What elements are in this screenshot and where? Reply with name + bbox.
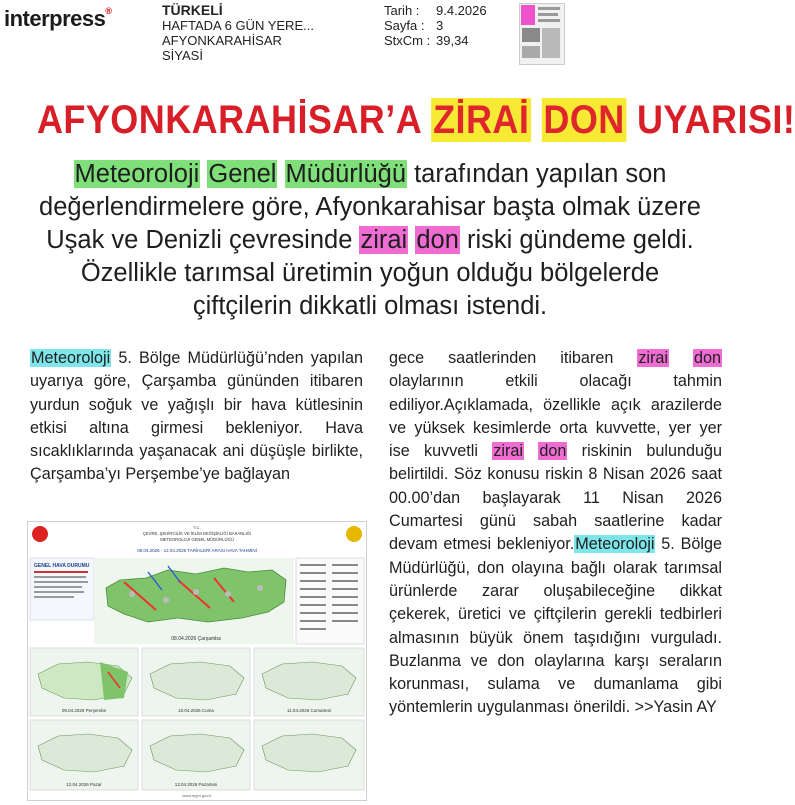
svg-text:09.04.2026 Perşembe: 09.04.2026 Perşembe	[61, 708, 107, 713]
article-column-right: gece saatlerinden itibaren zirai don olaylarının etkili olacağı tahmin ediliyor.Açıklamada, özellikle açık arazilerde ve yüksek kesimlerde orta kuvvette, yer yer ise kuvvetli zirai don riskinin bulunduğu belirtildi. Söz konusu riskin 8 Nisan 2026 saat 00.00’dan başlayarak 11 Nisan 2026 Cumartesi günü sabah saatlerine kadar devam etmesi bekleniyor.Meteoroloji 5. Bölge Müdürlüğü, don olayına bağlı olarak tarımsal ürünlerde zarar oluşabileceğine dikkat çekerek, üretici ve çiftçilerin gerekli tedbirleri almasının büyük önem taşıdığını vurguladı. Buzlanma ve don olaylarına karşı seraların korunması, sulama ve dumanlama gibi yöntemlerin uygulanması önerildi. >>Yasin AY	[389, 349, 722, 717]
small-map-5	[142, 720, 250, 790]
page-value: 3	[436, 18, 444, 33]
publication-info	[162, 3, 352, 63]
stxcm-label: StxCm :	[384, 33, 431, 48]
map-header-line3: METEOROLOJİ GENEL MÜDÜRLÜĞÜ	[160, 537, 234, 542]
small-map-4	[30, 720, 138, 790]
region-label: AFYONKARAHİSAR	[162, 33, 282, 48]
small-map-2	[142, 648, 250, 716]
map-date-range: 08.04.2026 - 12.04.2026 TARİHLERİ ARASI HAVA TAHMİNİ	[137, 548, 257, 553]
svg-text:11.04.2026 Cumartesi: 11.04.2026 Cumartesi	[287, 708, 331, 713]
map-panel-title: GENEL HAVA DURUMU	[34, 563, 90, 569]
ministry-logo-icon	[32, 526, 48, 542]
byline: >>Yasin AY	[630, 698, 717, 717]
small-map-6	[254, 720, 364, 790]
map-header-line1: T.C.	[193, 525, 201, 530]
publication-name: TÜRKELİ	[162, 2, 223, 18]
clipping-meta	[384, 3, 487, 48]
small-map-3	[254, 648, 364, 716]
article-headline: AFYONKARAHİSAR’A ZİRAİ DON UYARISI!	[36, 98, 795, 142]
svg-text:13.04.2026 Pazartesi: 13.04.2026 Pazartesi	[174, 782, 218, 787]
map-footer: www.mgm.gov.tr	[182, 793, 212, 798]
category-label: SİYASİ	[162, 48, 203, 63]
small-map-1	[30, 648, 138, 716]
date-label: Tarih :	[384, 3, 420, 18]
article-column-left: Meteoroloji 5. Bölge Müdürlüğü’nden yapılan uyarıya göre, Çarşamba gününden itibaren yurdun soğuk ve yağışlı bir hava kütlesinin etkisi altına girmesi bekleniyor. Hava sıcaklıklarında yaşanacak ani düşüşle birlikte, Çarşamba’yı Perşembe’ye bağlayan	[30, 349, 363, 484]
headline-short: HAFTADA 6 GÜN YERE...	[162, 18, 314, 33]
map-header-line2: ÇEVRE, ŞEHİRCİLİK VE İKLİM DEĞİŞİKLİĞİ BAKANLIĞI	[142, 531, 252, 536]
logo: interpress®	[4, 6, 112, 31]
svg-text:10.04.2026 Cuma: 10.04.2026 Cuma	[178, 708, 214, 713]
mgm-logo-icon	[346, 526, 362, 542]
stxcm-value: 39,34	[436, 33, 469, 48]
page-label: Sayfa :	[384, 18, 425, 33]
svg-text:12.04.2026 Pazar: 12.04.2026 Pazar	[66, 782, 102, 787]
page-thumbnail[interactable]	[519, 3, 565, 65]
main-map-label: 08.04.2026 Çarşamba	[171, 636, 221, 642]
weather-forecast-map-image	[27, 521, 367, 801]
date-value: 9.4.2026	[436, 3, 487, 18]
article-lead: Meteoroloji Genel Müdürlüğü tarafından yapılan son değerlendirmelere göre, Afyonkarahisar başta olmak üzere Uşak ve Denizli çevresinde zirai don riski gündeme geldi. Özellikle tarımsal üretimin yoğun olduğu bölgelerde çiftçilerin dikkatli olması istendi.	[39, 160, 701, 320]
